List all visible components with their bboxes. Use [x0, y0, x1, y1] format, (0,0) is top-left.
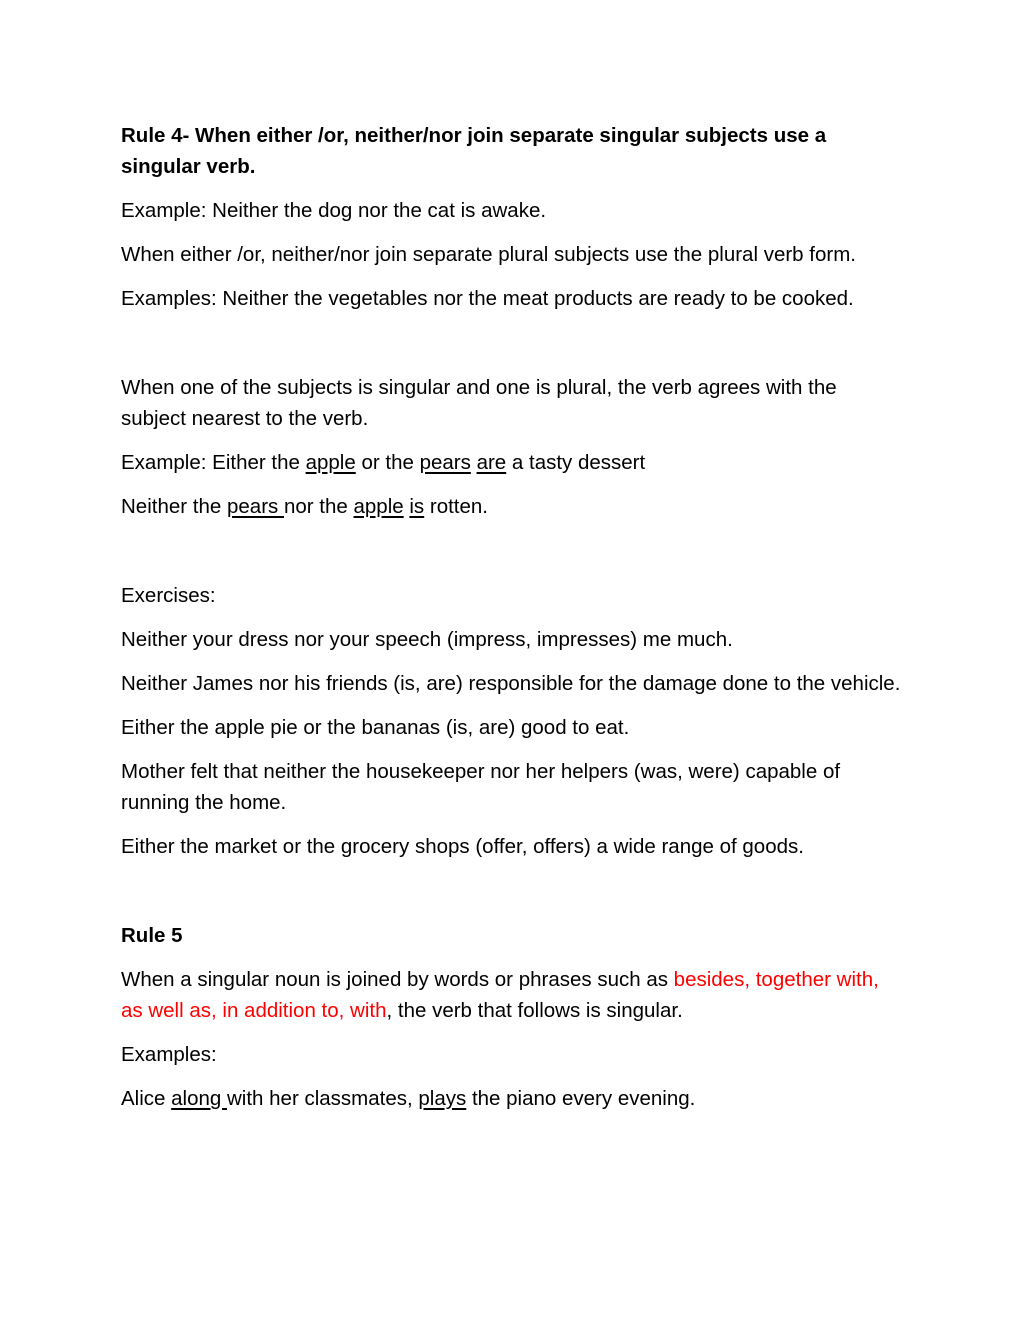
exercise-item: Either the apple pie or the bananas (is, are) good to eat.	[121, 716, 630, 739]
exercise-item: Either the market or the grocery shops (offer, offers) a wide range of goods.	[121, 835, 804, 858]
text-run: Example: Either the	[121, 451, 306, 474]
rule4-mixed-rule: When one of the subjects is singular and one is plural, the verb agrees with the subject nearest to the verb.	[121, 376, 837, 430]
text-run: nor the	[283, 495, 354, 518]
text-run: Alice	[121, 1087, 172, 1110]
spacer	[121, 535, 901, 580]
underlined-verb: is	[409, 495, 425, 518]
rule4-plural-rule: When either /or, neither/nor join separate plural subjects use the plural verb form.	[121, 243, 856, 266]
text-run: , the verb that follows is singular.	[386, 999, 683, 1022]
text-run: the piano every evening.	[466, 1087, 696, 1110]
rule5-heading: Rule 5	[121, 924, 183, 947]
rule5-rule	[121, 964, 901, 1026]
underlined-subject: apple	[305, 451, 356, 474]
underlined-phrase: along	[171, 1087, 227, 1110]
underlined-verb: plays	[418, 1087, 467, 1110]
text-run: with her classmates,	[227, 1087, 419, 1110]
exercise-item: Mother felt that neither the housekeeper nor her helpers (was, were) capable of running the home.	[121, 760, 841, 814]
spacer	[121, 875, 901, 920]
highlighted-phrases: besides, together with, as well as, in addition to, with	[121, 968, 879, 1022]
rule4-example-mixed-1	[121, 447, 901, 478]
text-run: a tasty dessert	[506, 451, 646, 474]
rule5-examples-label: Examples:	[121, 1043, 217, 1066]
exercise-item: Neither your dress nor your speech (impress, impresses) me much.	[121, 628, 733, 651]
rule4-heading: Rule 4- When either /or, neither/nor join separate singular subjects use a singular verb.	[121, 124, 827, 178]
rule5-example-1	[121, 1083, 901, 1114]
text-run: When a singular noun is joined by words or phrases such as	[121, 968, 674, 991]
rule4-example-plural: Examples: Neither the vegetables nor the meat products are ready to be cooked.	[121, 287, 854, 310]
underlined-subject: pears	[419, 451, 471, 474]
text-run: or the	[355, 451, 420, 474]
exercises-heading: Exercises:	[121, 584, 216, 607]
spacer	[121, 327, 901, 372]
underlined-verb: are	[476, 451, 507, 474]
rule4-example-mixed-2	[121, 491, 901, 522]
document-body	[121, 120, 901, 1127]
text-run: rotten.	[424, 495, 488, 518]
underlined-subject: apple	[353, 495, 404, 518]
underlined-subject: pears	[226, 495, 284, 518]
rule4-example-singular: Example: Neither the dog nor the cat is awake.	[121, 199, 547, 222]
text-run: Neither the	[121, 495, 227, 518]
exercise-item: Neither James nor his friends (is, are) responsible for the damage done to the vehicle.	[121, 672, 901, 695]
